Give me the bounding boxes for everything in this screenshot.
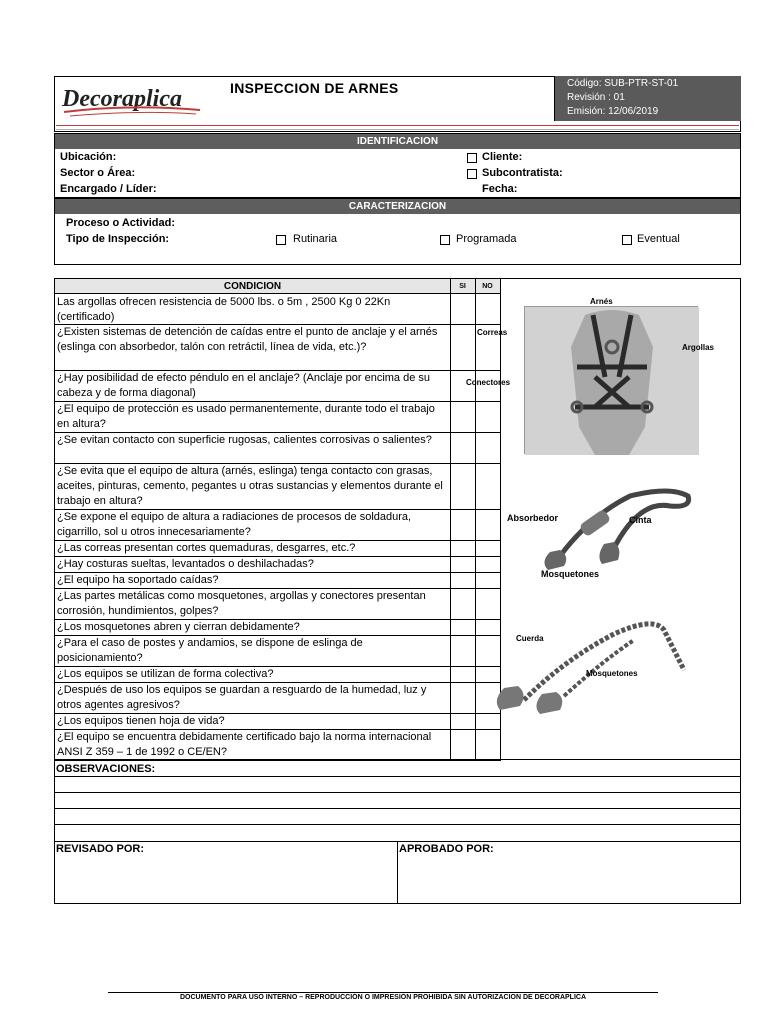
rutinaria-label: Rutinaria bbox=[293, 233, 338, 245]
fecha-label: Fecha: bbox=[482, 183, 518, 195]
no-column-header: NO bbox=[475, 279, 500, 294]
cuerda-caption: Cuerda bbox=[516, 634, 544, 643]
document-emission-date: Emisión: 12/06/2019 bbox=[567, 106, 659, 117]
encargado-label: Encargado / Líder: bbox=[60, 183, 157, 195]
no-cell[interactable] bbox=[475, 402, 500, 433]
condition-row: ¿El equipo se encuentra debidamente certificado bajo la norma internacional ANSI Z 359 – 1 de 1992 o CE/EN? bbox=[55, 730, 450, 761]
document-code-panel bbox=[554, 76, 741, 121]
condition-row: ¿El equipo ha soportado caídas? bbox=[55, 573, 450, 589]
si-cell[interactable] bbox=[450, 433, 475, 464]
observaciones-line-1 bbox=[54, 776, 741, 777]
observaciones-line-4 bbox=[54, 824, 741, 825]
condition-row: ¿Se evita que el equipo de altura (arnés, eslinga) tenga contacto con grasas, aceites, pinturas, cemento, pegantes u otras sustancias y elementos durante el trabajo en altura? bbox=[55, 464, 450, 510]
condition-row: ¿Las partes metálicas como mosquetones, argollas y conectores presentan corrosión, hundimientos, golpes? bbox=[55, 589, 450, 620]
argollas-caption: Argollas bbox=[682, 343, 715, 352]
condition-row: ¿Existen sistemas de detención de caídas entre el punto de anclaje y el arnés (eslinga con absorbedor, talón con retráctil, línea de vida, etc.)? bbox=[55, 325, 450, 371]
cinta-caption: Cinta bbox=[629, 515, 652, 525]
no-cell[interactable] bbox=[475, 464, 500, 510]
no-column-divider bbox=[475, 279, 476, 761]
cliente-label: Cliente: bbox=[482, 151, 523, 163]
company-logo bbox=[60, 82, 210, 120]
si-cell[interactable] bbox=[450, 620, 475, 636]
subcontratista-checkbox[interactable] bbox=[467, 169, 477, 179]
no-cell[interactable] bbox=[475, 541, 500, 557]
condition-row: ¿Los equipos se utilizan de forma colectiva? bbox=[55, 667, 450, 683]
proceso-label: Proceso o Actividad: bbox=[66, 217, 176, 229]
document-code: Código: SUB-PTR-ST-01 bbox=[567, 78, 679, 89]
subcontratista-label: Subcontratista: bbox=[482, 167, 563, 179]
si-cell[interactable] bbox=[450, 714, 475, 730]
si-cell[interactable] bbox=[450, 541, 475, 557]
tipo-inspeccion-label: Tipo de Inspección: bbox=[66, 233, 170, 245]
no-cell[interactable] bbox=[475, 557, 500, 573]
rutinaria-checkbox[interactable] bbox=[276, 235, 286, 245]
si-cell[interactable] bbox=[450, 589, 475, 620]
harness-photo bbox=[524, 306, 698, 454]
observaciones-line-2 bbox=[54, 792, 741, 793]
si-cell[interactable] bbox=[450, 667, 475, 683]
sector-label: Sector o Área: bbox=[60, 167, 136, 179]
document-title: INSPECCION DE ARNES bbox=[230, 80, 399, 96]
condition-row: ¿Se evitan contacto con superficie rugosas, calientes corrosivas o salientes? bbox=[55, 433, 450, 464]
condition-row: Las argollas ofrecen resistencia de 5000 lbs. o 5m , 2500 Kg 0 22Kn (certificado) bbox=[55, 295, 450, 325]
condition-row: ¿Se expone el equipo de altura a radiaciones de procesos de soldadura, cigarrillo, sol u otros innecesariamente? bbox=[55, 510, 450, 541]
caracterizacion-heading: CARACTERIZACION bbox=[55, 199, 740, 214]
document-revision: Revisión : 01 bbox=[567, 92, 625, 103]
si-cell[interactable] bbox=[450, 730, 475, 761]
mosquetones-rope-caption: Mosquetones bbox=[586, 669, 638, 678]
si-cell[interactable] bbox=[450, 683, 475, 714]
cliente-checkbox[interactable] bbox=[467, 153, 477, 163]
eventual-checkbox[interactable] bbox=[622, 235, 632, 245]
condition-row: ¿Hay posibilidad de efecto péndulo en el anclaje? (Anclaje por encima de su cabeza y de forma diagonal) bbox=[55, 371, 450, 402]
correas-caption: Correas bbox=[477, 328, 508, 337]
aprobado-por-label: APROBADO POR: bbox=[399, 843, 494, 855]
identificacion-heading: IDENTIFICACION bbox=[55, 134, 740, 149]
signatures-divider bbox=[397, 842, 398, 904]
no-cell[interactable] bbox=[475, 295, 500, 325]
si-cell[interactable] bbox=[450, 402, 475, 433]
eventual-label: Eventual bbox=[637, 233, 680, 245]
condition-row: ¿Las correas presentan cortes quemaduras, desgarres, etc.? bbox=[55, 541, 450, 557]
logo-text: Decoraplica bbox=[62, 86, 182, 112]
si-cell[interactable] bbox=[450, 510, 475, 541]
no-cell[interactable] bbox=[475, 510, 500, 541]
document-footer: DOCUMENTO PARA USO INTERNO – REPRODUCCIÓN O IMPRESIÓN PROHIBIDA SIN AUTORIZACION DE DECORAPLICA bbox=[108, 992, 658, 1001]
header-divider-secondary bbox=[56, 129, 739, 130]
si-column-header: SI bbox=[450, 279, 475, 294]
condicion-column-header: CONDICION bbox=[55, 279, 450, 294]
condition-row: ¿Para el caso de postes y andamios, se dispone de eslinga de posicionamiento? bbox=[55, 636, 450, 667]
header-divider bbox=[56, 125, 739, 126]
condition-row: ¿Después de uso los equipos se guardan a resguardo de la humedad, luz y otros agentes agresivos? bbox=[55, 683, 450, 714]
si-cell[interactable] bbox=[450, 325, 475, 371]
no-cell[interactable] bbox=[475, 433, 500, 464]
mosquetones-caption: Mosquetones bbox=[541, 569, 600, 579]
condition-row: ¿Los mosquetones abren y cierran debidamente? bbox=[55, 620, 450, 636]
ubicacion-label: Ubicación: bbox=[60, 151, 117, 163]
observaciones-label: OBSERVACIONES: bbox=[56, 763, 156, 775]
si-cell[interactable] bbox=[450, 464, 475, 510]
rope-lanyard-image bbox=[484, 600, 704, 718]
condition-row: ¿Hay costuras sueltas, levantados o deshilachadas? bbox=[55, 557, 450, 573]
si-cell[interactable] bbox=[450, 573, 475, 589]
lanyard-absorber-image bbox=[520, 486, 695, 576]
si-column-divider bbox=[450, 279, 451, 761]
si-cell[interactable] bbox=[450, 636, 475, 667]
si-cell[interactable] bbox=[450, 557, 475, 573]
si-cell[interactable] bbox=[450, 295, 475, 325]
condition-row: ¿El equipo de protección es usado permanentemente, durante todo el trabajo en altura? bbox=[55, 402, 450, 433]
revisado-por-label: REVISADO POR: bbox=[56, 843, 145, 855]
programada-label: Programada bbox=[456, 233, 517, 245]
condition-row: ¿Los equipos tienen hoja de vida? bbox=[55, 714, 450, 730]
absorbedor-caption: Absorbedor bbox=[507, 513, 559, 523]
conectores-caption: Conectores bbox=[466, 378, 511, 387]
no-cell[interactable] bbox=[475, 573, 500, 589]
no-cell[interactable] bbox=[475, 730, 500, 761]
programada-checkbox[interactable] bbox=[440, 235, 450, 245]
arnes-caption: Arnés bbox=[590, 297, 613, 306]
observaciones-section bbox=[54, 760, 741, 842]
observaciones-line-3 bbox=[54, 808, 741, 809]
